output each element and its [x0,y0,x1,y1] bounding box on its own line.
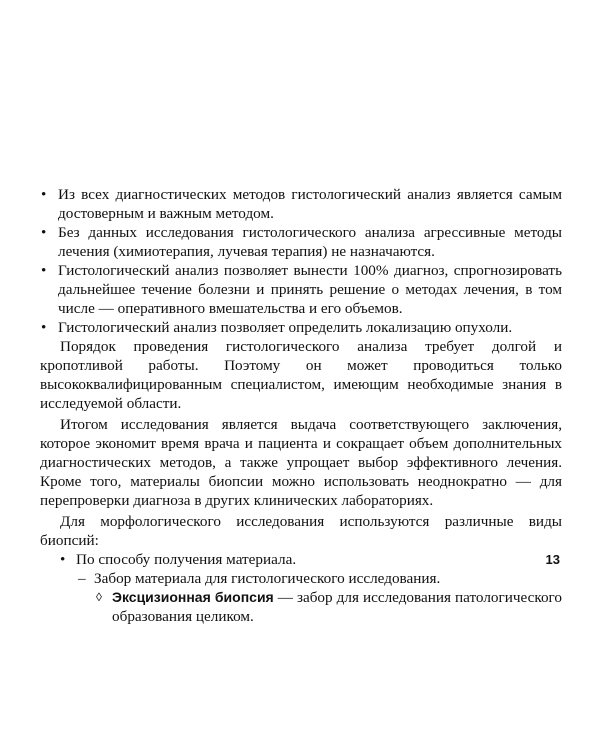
bullet-marker: • [60,551,66,568]
outline-level1-text: По способу получения материала. [76,551,297,568]
outline-level2-item [40,569,562,588]
bullet-item: • Гистологический анализ позволяет определить локализацию опухоли. [40,318,562,337]
page-number: 13 [545,552,560,567]
outline-level3-item [40,588,562,626]
paragraph-procedure: Порядок проведения гистологического анализа требует долгой и кропотливой работы. Поэтому он может проводиться только высококвалифицированным специалистом, имеющим необходимые знания в исследуемой области. [40,338,562,412]
diamond-marker: ◊ [96,590,102,604]
biopsy-term: Эксцизионная биопсия [112,589,274,605]
outline-level2-text: Забор материала для гистологического исследования. [94,570,441,587]
bullet-item: • Гистологический анализ позволяет вынести 100% диагноз, спрогнозировать дальнейшее течение болезни и принять решение о методах лечения, в том числе — оперативного вмешательства и его объемов. [40,261,562,318]
paragraph-biopsy-intro: Для морфологического исследования используются различные виды биопсий: [40,513,562,549]
body-text [40,185,562,626]
outline-level3-text: — забор для исследования патологического образования целиком. [112,589,562,625]
dash-marker: – [78,570,86,587]
paragraph-result: Итогом исследования является выдача соответствующего заключения, которое экономит время врача и пациента и сокращает объем дополнительных диагностических методов, а также упрощает выбор эффективного лечения. Кроме того, материалы биопсии можно использовать неоднократно — для перепроверки диагноза в других клинических лабораториях. [40,416,562,509]
bullet-list [40,185,562,337]
outline-level1-item [40,550,562,569]
bullet-item: • Из всех диагностических методов гистологический анализ является самым достоверным и важным методом. [40,185,562,223]
bullet-item: • Без данных исследования гистологического анализа агрессивные методы лечения (химиотерапия, лучевая терапия) не назначаются. [40,223,562,261]
